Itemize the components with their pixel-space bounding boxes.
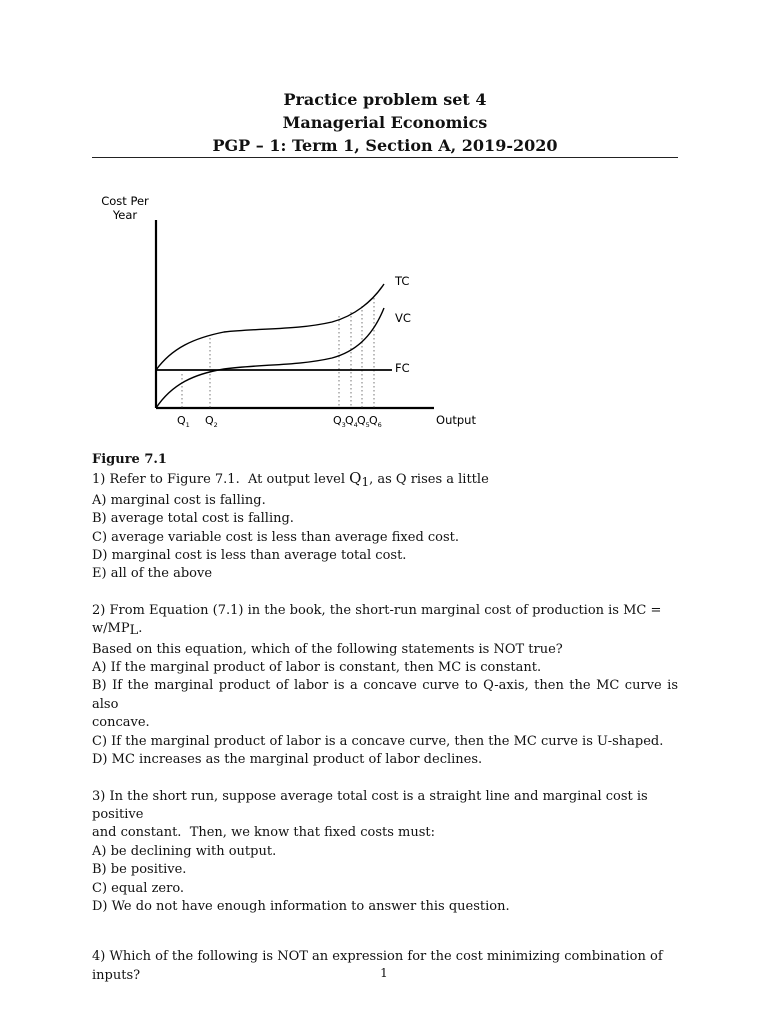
x-axis-label: Output <box>436 413 476 427</box>
q1-option-b: B) average total cost is falling. <box>92 511 294 527</box>
q4-label: $Q_4$ <box>345 414 358 429</box>
y-axis-label-line2: Year <box>112 208 138 222</box>
q3-stem-line1: 3) In the short run, suppose average total cost is a straight line and marginal cost is positive <box>92 788 652 822</box>
header-term: PGP – 1: Term 1, Section A, 2019-2020 <box>212 136 558 155</box>
tc-label: TC <box>395 274 410 288</box>
q3-option-d: D) We do not have enough information to answer this question. <box>92 898 510 914</box>
q2-option-b-cont: concave. <box>92 715 150 731</box>
q1-label: $Q_1$ <box>177 414 190 429</box>
q3-option-a: A) be declining with output. <box>92 843 277 859</box>
questions-body <box>92 451 683 985</box>
q4-stem-line1: 4) Which of the following is NOT an expression for the cost minimizing combination of <box>92 949 663 965</box>
tc-curve <box>156 284 384 370</box>
vc-curve <box>156 308 384 408</box>
cost-curves-diagram <box>92 188 492 438</box>
q1-option-e: E) all of the above <box>92 566 213 582</box>
header-title: Practice problem set 4 <box>283 90 487 109</box>
y-axis-label-line1: Cost Per <box>101 194 149 208</box>
spacer <box>92 770 678 788</box>
q2-option-c: C) If the marginal product of labor is a concave curve, then the MC curve is U-shaped. <box>92 733 664 749</box>
q4-stem-line2: inputs? <box>92 967 141 983</box>
document-header <box>92 88 678 157</box>
q1-option-d: D) marginal cost is less than average total cost. <box>92 548 407 564</box>
page-number: 1 <box>380 966 388 980</box>
q3-option-c: C) equal zero. <box>92 880 185 896</box>
figure-caption: Figure 7.1 <box>92 452 167 467</box>
q2-stem-line2: Based on this equation, which of the following statements is NOT true? <box>92 641 563 657</box>
q1-option-c: C) average variable cost is less than average fixed cost. <box>92 529 460 545</box>
vc-label: VC <box>395 311 411 325</box>
q2-stem-line1: 2) From Equation (7.1) in the book, the short-run marginal cost of production is MC = w/MPL. <box>92 602 666 639</box>
q3-option-b: B) be positive. <box>92 862 187 878</box>
fc-label: FC <box>395 361 410 375</box>
q1-stem: 1) Refer to Figure 7.1. At output level Q1, as Q rises a little <box>92 469 489 490</box>
q2-label: $Q_2$ <box>205 414 218 429</box>
spacer <box>92 584 678 602</box>
q1-option-a: A) marginal cost is falling. <box>92 492 266 508</box>
q6-label: $Q_6$ <box>369 414 382 429</box>
q2-option-b: B) If the marginal product of labor is a concave curve to Q-axis, then the MC curve is also <box>92 678 683 712</box>
header-divider <box>92 157 678 158</box>
q3-stem-line2: and constant. Then, we know that fixed costs must: <box>92 825 435 841</box>
q3-label: $Q_3$ <box>333 414 346 429</box>
q-tick-labels <box>177 414 382 429</box>
q5-label: $Q_5$ <box>357 414 370 429</box>
spacer <box>92 916 678 948</box>
header-course: Managerial Economics <box>282 113 488 132</box>
q2-option-d: D) MC increases as the marginal product of labor declines. <box>92 752 483 768</box>
cost-curves-figure <box>92 188 492 438</box>
q2-option-a: A) If the marginal product of labor is constant, then MC is constant. <box>92 660 542 676</box>
